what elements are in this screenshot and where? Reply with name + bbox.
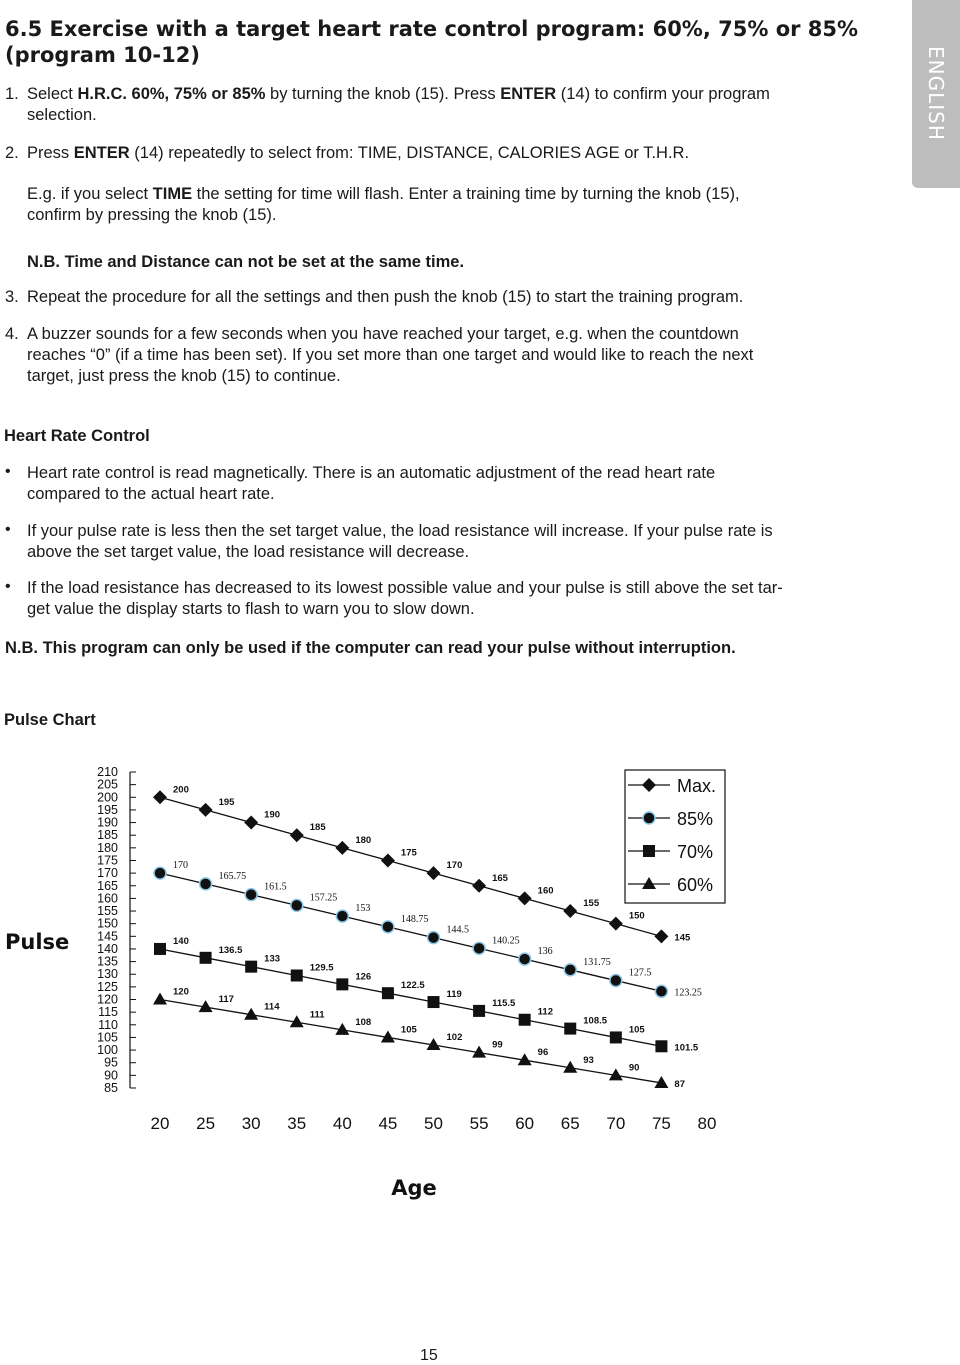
example-text-c: the setting for time will flash. Enter a training time by turning the knob (15), bbox=[192, 185, 740, 203]
pulse-chart-title: Pulse Chart bbox=[4, 711, 96, 729]
step-4 bbox=[5, 324, 753, 387]
data-point-triangle bbox=[153, 993, 167, 1005]
hrc-bullet-1-line2: compared to the actual heart rate. bbox=[27, 485, 275, 503]
y-tick-label: 90 bbox=[104, 1068, 118, 1083]
data-point-diamond bbox=[199, 803, 213, 817]
data-label: 96 bbox=[537, 1047, 549, 1059]
y-tick-label: 85 bbox=[104, 1081, 118, 1095]
step-2 bbox=[5, 143, 689, 164]
y-tick-label: 155 bbox=[97, 904, 118, 919]
legend-marker-circle bbox=[643, 812, 655, 824]
step-3-text: Repeat the procedure for all the settings and then push the knob (15) to start the training program. bbox=[27, 288, 744, 306]
y-tick-label: 130 bbox=[97, 967, 118, 982]
data-point-circle bbox=[382, 921, 394, 933]
y-tick-label: 165 bbox=[97, 878, 118, 893]
data-point-diamond bbox=[381, 853, 395, 867]
data-label: 148.75 bbox=[400, 913, 429, 925]
step-2-text-c: (14) repeatedly to select from: TIME, DISTANCE, CALORIES AGE or T.H.R. bbox=[129, 144, 690, 162]
y-tick-label: 180 bbox=[97, 840, 118, 855]
data-label: 136.5 bbox=[218, 944, 243, 956]
data-point-square bbox=[655, 1040, 667, 1052]
data-label: 99 bbox=[492, 1039, 503, 1051]
section-heading-line1: 6.5 Exercise with a target heart rate control program: 60%, 75% or 85% bbox=[5, 17, 859, 41]
data-label: 190 bbox=[264, 809, 281, 821]
data-point-square bbox=[519, 1014, 531, 1026]
data-point-square bbox=[245, 961, 257, 973]
step-2-text-b: ENTER bbox=[73, 144, 130, 162]
x-tick-label: 55 bbox=[469, 1114, 489, 1133]
data-point-square bbox=[154, 943, 166, 955]
data-label: 119 bbox=[446, 989, 462, 1001]
data-label: 155 bbox=[583, 898, 600, 910]
y-tick-label: 175 bbox=[97, 853, 118, 868]
step-2-number: 2. bbox=[5, 144, 19, 162]
data-label: 126 bbox=[355, 971, 372, 983]
data-point-diamond bbox=[563, 904, 577, 918]
section-heading-line2: (program 10-12) bbox=[5, 43, 200, 67]
data-point-circle bbox=[610, 975, 622, 987]
data-label: 111 bbox=[309, 1009, 325, 1021]
hrc-bullet-3-line1: If the load resistance has decreased to its lowest possible value and your pulse is still above the set tar- bbox=[27, 579, 783, 597]
data-label: 131.75 bbox=[583, 956, 611, 968]
data-point-square bbox=[382, 987, 394, 999]
data-label: 200 bbox=[173, 784, 189, 796]
data-label: 133 bbox=[264, 953, 281, 965]
data-point-square bbox=[200, 952, 212, 964]
data-label: 117 bbox=[218, 994, 234, 1006]
data-label: 120 bbox=[173, 986, 189, 998]
y-tick-label: 170 bbox=[97, 866, 118, 881]
data-label: 102 bbox=[446, 1032, 463, 1044]
data-point-diamond bbox=[518, 891, 532, 905]
data-label: 170 bbox=[173, 860, 188, 872]
step-1-number: 1. bbox=[5, 85, 19, 103]
legend-label: 60% bbox=[677, 875, 714, 895]
step-1 bbox=[5, 84, 770, 126]
hrc-bullet-2 bbox=[27, 521, 773, 563]
data-label: 180 bbox=[355, 834, 372, 846]
data-label: 112 bbox=[537, 1006, 553, 1018]
step-4-line1: A buzzer sounds for a few seconds when you have reached your target, e.g. when the countdown bbox=[27, 325, 739, 343]
data-point-circle bbox=[291, 899, 303, 911]
data-label: 136 bbox=[537, 946, 553, 958]
example-paragraph bbox=[27, 184, 740, 226]
data-label: 170 bbox=[446, 860, 463, 872]
hrc-bullet-2-line2: above the set target value, the load resistance will decrease. bbox=[27, 543, 470, 561]
data-point-circle bbox=[473, 942, 485, 954]
y-tick-label: 105 bbox=[97, 1030, 118, 1045]
data-point-diamond bbox=[290, 828, 304, 842]
series-line-triangle bbox=[160, 997, 661, 1083]
step-3-number: 3. bbox=[5, 288, 19, 306]
language-side-tab bbox=[912, 0, 960, 188]
data-point-square bbox=[564, 1023, 576, 1035]
data-point-circle bbox=[336, 910, 348, 922]
data-point-diamond bbox=[244, 816, 258, 830]
step-4-line3: target, just press the knob (15) to continue. bbox=[27, 367, 341, 385]
data-label: 87 bbox=[674, 1078, 685, 1090]
x-tick-label: 70 bbox=[606, 1114, 626, 1133]
step-1-text-a: Select bbox=[27, 85, 78, 103]
x-tick-label: 30 bbox=[241, 1114, 261, 1133]
data-label: 123.25 bbox=[674, 987, 702, 999]
y-tick-label: 140 bbox=[97, 941, 118, 956]
data-label: 165 bbox=[492, 872, 508, 884]
step-1-text-b: H.R.C. 60%, 75% or 85% bbox=[77, 85, 266, 103]
step-1-text-d: ENTER bbox=[500, 85, 557, 103]
data-point-circle bbox=[200, 878, 212, 890]
y-tick-label: 135 bbox=[97, 954, 118, 969]
data-label: 185 bbox=[309, 822, 326, 834]
x-tick-label: 20 bbox=[150, 1114, 170, 1133]
example-line2: confirm by pressing the knob (15). bbox=[27, 206, 277, 224]
data-label: 127.5 bbox=[628, 967, 652, 979]
legend-label: 85% bbox=[677, 809, 714, 829]
data-label: 140 bbox=[173, 935, 189, 947]
data-point-diamond bbox=[472, 879, 486, 893]
data-label: 90 bbox=[628, 1062, 640, 1074]
language-side-tab-label: ENGLISH bbox=[924, 46, 948, 141]
hrc-bullet-3-line2: get value the display starts to flash to warn you to slow down. bbox=[27, 600, 475, 618]
data-point-diamond bbox=[654, 929, 668, 943]
data-label: 114 bbox=[264, 1001, 280, 1013]
x-tick-label: 65 bbox=[560, 1114, 580, 1133]
y-tick-label: 190 bbox=[97, 815, 118, 830]
section-heading bbox=[5, 16, 858, 68]
x-tick-label: 40 bbox=[332, 1114, 352, 1133]
y-tick-label: 120 bbox=[97, 992, 118, 1007]
x-tick-label: 60 bbox=[515, 1114, 535, 1133]
data-point-square bbox=[291, 970, 303, 982]
data-label: 157.25 bbox=[309, 892, 338, 904]
data-label: 160 bbox=[537, 885, 554, 897]
data-label: 115.5 bbox=[492, 997, 516, 1009]
data-point-square bbox=[428, 996, 440, 1008]
bullet-marker: • bbox=[5, 578, 11, 595]
data-point-diamond bbox=[427, 866, 441, 880]
legend-label: Max. bbox=[677, 776, 717, 796]
step-4-number: 4. bbox=[5, 325, 19, 343]
data-label: 140.25 bbox=[492, 935, 520, 947]
y-tick-label: 150 bbox=[97, 916, 118, 931]
step-3 bbox=[5, 287, 743, 308]
example-text-a: E.g. if you select bbox=[27, 185, 153, 203]
note-time-distance: N.B. Time and Distance can not be set at the same time. bbox=[27, 253, 465, 271]
x-axis-title: Age bbox=[391, 1176, 437, 1200]
data-label: 165.75 bbox=[218, 870, 247, 882]
legend-label: 70% bbox=[677, 842, 714, 862]
data-point-square bbox=[610, 1031, 622, 1043]
data-label: 145 bbox=[674, 932, 691, 944]
hrc-bullet-3 bbox=[27, 578, 783, 620]
data-label: 175 bbox=[400, 847, 417, 859]
page-number: 15 bbox=[420, 1347, 438, 1364]
data-point-diamond bbox=[335, 841, 349, 855]
data-label: 105 bbox=[628, 1024, 645, 1036]
y-tick-label: 160 bbox=[97, 891, 118, 906]
data-point-square bbox=[336, 978, 348, 990]
x-tick-label: 25 bbox=[196, 1114, 216, 1133]
hrc-bullet-2-line1: If your pulse rate is less then the set target value, the load resistance will increase. If your pulse rate is bbox=[27, 522, 773, 540]
y-tick-label: 205 bbox=[97, 777, 118, 792]
data-label: 153 bbox=[355, 903, 371, 915]
pulse-chart bbox=[0, 755, 960, 1215]
step-1-line2: selection. bbox=[27, 106, 97, 124]
data-point-circle bbox=[154, 867, 166, 879]
data-point-circle bbox=[519, 953, 531, 965]
data-label: 144.5 bbox=[446, 924, 469, 936]
data-label: 122.5 bbox=[400, 980, 425, 992]
y-tick-label: 195 bbox=[97, 802, 118, 817]
data-point-diamond bbox=[153, 790, 167, 804]
y-tick-label: 115 bbox=[98, 1005, 118, 1020]
y-tick-label: 95 bbox=[104, 1055, 118, 1070]
heart-rate-control-title: Heart Rate Control bbox=[4, 427, 150, 445]
step-2-text-a: Press bbox=[27, 144, 74, 162]
y-tick-label: 100 bbox=[97, 1043, 118, 1058]
y-tick-label: 185 bbox=[97, 828, 118, 843]
bullet-marker: • bbox=[5, 463, 11, 480]
data-label: 93 bbox=[583, 1054, 594, 1066]
step-1-text-e: (14) to confirm your program bbox=[556, 85, 770, 103]
data-point-circle bbox=[655, 985, 667, 997]
hrc-bullet-1 bbox=[27, 463, 715, 505]
y-tick-label: 125 bbox=[97, 979, 118, 994]
note-pulse-reading: N.B. This program can only be used if the computer can read your pulse without interruption. bbox=[5, 639, 736, 657]
data-label: 105 bbox=[400, 1024, 417, 1036]
legend-marker-square bbox=[643, 845, 655, 857]
x-tick-label: 80 bbox=[697, 1114, 717, 1133]
y-tick-label: 200 bbox=[97, 790, 118, 805]
data-point-square bbox=[473, 1005, 485, 1017]
data-label: 101.5 bbox=[674, 1042, 699, 1054]
hrc-bullet-1-line1: Heart rate control is read magnetically. There is an automatic adjustment of the read heart rate bbox=[27, 464, 716, 482]
data-label: 161.5 bbox=[264, 881, 287, 893]
example-text-b: TIME bbox=[152, 185, 193, 203]
x-tick-label: 75 bbox=[651, 1114, 671, 1133]
y-tick-label: 145 bbox=[97, 929, 118, 944]
data-label: 129.5 bbox=[309, 962, 334, 974]
x-tick-label: 45 bbox=[378, 1114, 398, 1133]
data-point-circle bbox=[428, 932, 440, 944]
bullet-marker: • bbox=[5, 521, 11, 538]
data-label: 108.5 bbox=[583, 1015, 608, 1027]
data-label: 150 bbox=[628, 910, 645, 922]
x-tick-label: 35 bbox=[287, 1114, 307, 1133]
x-tick-label: 50 bbox=[424, 1114, 443, 1133]
step-4-line2: reaches “0” (if a time has been set). If you set more than one target and would like to reach the next bbox=[27, 346, 754, 364]
data-point-circle bbox=[245, 889, 257, 901]
y-tick-label: 210 bbox=[97, 765, 118, 779]
data-point-circle bbox=[564, 964, 576, 976]
series-line-circle bbox=[160, 870, 661, 991]
data-label: 108 bbox=[355, 1016, 372, 1028]
data-point-diamond bbox=[609, 917, 623, 931]
step-1-text-c: by turning the knob (15). Press bbox=[265, 85, 501, 103]
y-tick-label: 110 bbox=[98, 1017, 118, 1032]
data-label: 195 bbox=[218, 796, 235, 808]
y-axis-title: Pulse bbox=[5, 930, 70, 954]
